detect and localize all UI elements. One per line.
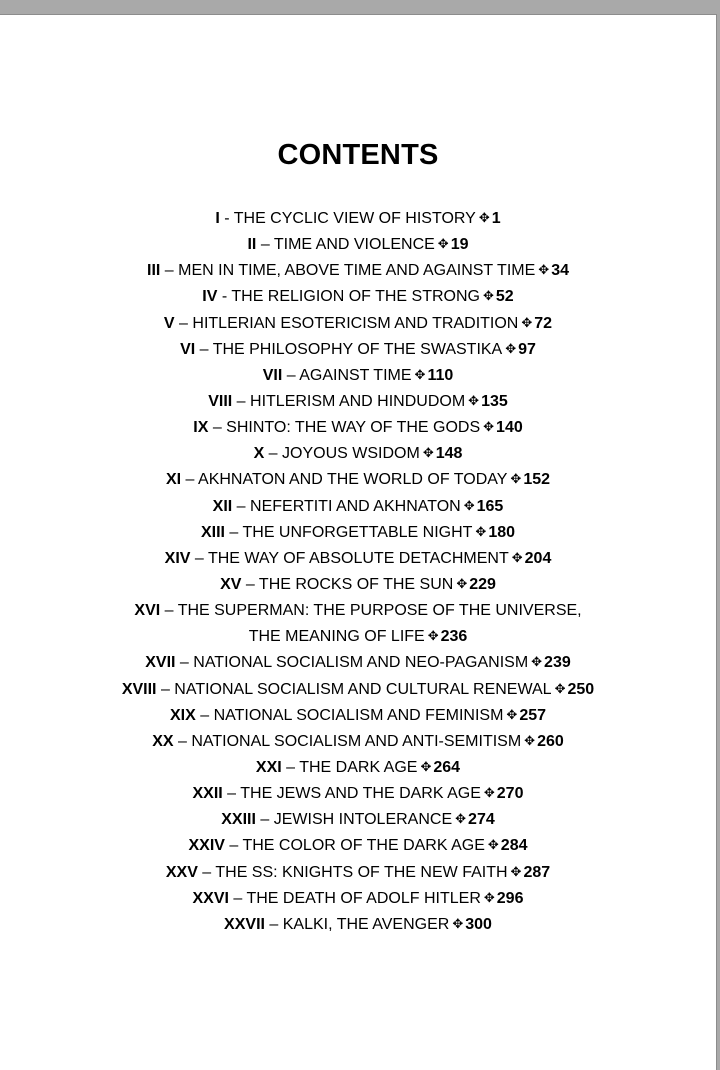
chapter-separator: – <box>256 236 274 254</box>
chapter-number: X <box>253 445 265 463</box>
page-number: 165 <box>476 497 504 515</box>
page-number: 257 <box>519 706 547 724</box>
chapter-title: THE CYCLIC VIEW OF HISTORY <box>233 210 476 227</box>
toc-entry <box>0 311 716 337</box>
chapter-title: NATIONAL SOCIALISM AND ANTI-SEMITISM <box>191 732 522 750</box>
chapter-title: HITLERIAN ESOTERICISM AND TRADITION <box>192 314 519 332</box>
page-number: 284 <box>500 837 528 855</box>
toc-entry <box>0 415 716 441</box>
toc-entry <box>0 206 716 232</box>
ornament-icon: ✥ <box>483 785 495 801</box>
chapter-number: III <box>147 262 161 280</box>
toc-entry <box>0 807 716 833</box>
chapter-number: VI <box>180 340 196 358</box>
page-number: 236 <box>440 628 468 646</box>
chapter-title: THE MEANING OF LIFE <box>248 628 425 646</box>
page-number: 152 <box>523 471 551 489</box>
chapter-separator: – <box>224 837 243 855</box>
chapter-separator: – <box>255 811 274 829</box>
ornament-icon: ✥ <box>420 758 432 774</box>
chapter-separator: – <box>181 471 199 489</box>
ornament-icon: ✥ <box>427 628 439 644</box>
page-number: 52 <box>495 288 514 306</box>
ornament-icon: ✥ <box>483 419 495 435</box>
chapter-separator: – <box>160 262 179 280</box>
chapter-number: XXVII <box>224 915 265 933</box>
ornament-icon: ✥ <box>452 915 464 931</box>
chapter-separator: – <box>264 915 283 933</box>
toc-entry <box>0 650 716 676</box>
chapter-title: HITLERISM AND HINDUDOM <box>250 392 466 410</box>
chapter-number: XXVI <box>192 889 229 907</box>
chapter-number: VIII <box>208 392 233 410</box>
ornament-icon: ✥ <box>422 445 434 461</box>
toc-entry <box>0 677 716 703</box>
chapter-number: XVI <box>134 602 161 620</box>
ornament-icon: ✥ <box>511 549 523 565</box>
page-number: 140 <box>496 419 523 437</box>
page-number: 260 <box>537 732 564 750</box>
toc-entry <box>0 546 716 572</box>
chapter-title: AKHNATON AND THE WORLD OF TODAY <box>198 471 508 489</box>
chapter-number: XVIII <box>121 680 157 698</box>
chapter-separator: – <box>232 497 251 515</box>
chapter-number: XIII <box>200 523 225 541</box>
chapter-number: I <box>215 210 220 227</box>
toc-entry <box>0 232 716 258</box>
chapter-title: THE UNFORGETTABLE NIGHT <box>242 523 473 541</box>
chapter-number: XXIV <box>188 837 225 855</box>
chapter-number: XI <box>165 471 182 489</box>
ornament-icon: ✥ <box>531 654 543 670</box>
ornament-icon: ✥ <box>487 837 499 853</box>
toc-entry <box>0 284 716 310</box>
ornament-icon: ✥ <box>475 523 487 539</box>
toc-entry <box>0 258 716 284</box>
chapter-number: XXII <box>192 785 223 803</box>
chapter-separator: – <box>241 575 259 593</box>
chapter-title: THE JEWS AND THE DARK AGE <box>240 785 481 803</box>
chapter-separator: – <box>156 680 175 698</box>
ornament-icon: ✥ <box>455 811 467 827</box>
page-number: 300 <box>465 915 492 933</box>
page-number: 204 <box>524 549 552 567</box>
page-number: 270 <box>496 785 524 803</box>
chapter-title: THE DEATH OF ADOLF HITLER <box>246 889 481 907</box>
toc-entry <box>0 494 716 520</box>
chapter-title: AGAINST TIME <box>299 366 412 384</box>
chapter-number: XX <box>152 732 174 750</box>
page-number: 296 <box>496 889 524 907</box>
toc-entry <box>0 703 716 729</box>
chapter-title: THE WAY OF ABSOLUTE DETACHMENT <box>207 549 509 567</box>
ornament-icon: ✥ <box>414 366 426 382</box>
chapter-separator: – <box>190 549 208 567</box>
chapter-title: JEWISH INTOLERANCE <box>273 811 453 829</box>
toc-entry <box>0 363 716 389</box>
toc-entry <box>0 598 716 624</box>
ornament-icon: ✥ <box>505 340 517 356</box>
chapter-separator: – <box>175 654 194 672</box>
toc-entry <box>0 337 716 363</box>
chapter-separator: – <box>264 445 283 463</box>
page-number: 148 <box>435 445 463 463</box>
document-page <box>0 14 717 1070</box>
ornament-icon: ✥ <box>437 236 449 252</box>
toc-entry <box>0 781 716 807</box>
table-of-contents <box>0 206 716 938</box>
chapter-title: THE ROCKS OF THE SUN <box>258 575 454 593</box>
chapter-separator: – <box>195 340 213 358</box>
chapter-title: THE COLOR OF THE DARK AGE <box>242 837 485 855</box>
page-number: 180 <box>488 523 516 541</box>
ornament-icon: ✥ <box>510 863 522 879</box>
chapter-number: IX <box>193 419 209 437</box>
page-number: 229 <box>469 575 496 593</box>
toc-entry <box>0 389 716 415</box>
toc-entry <box>0 520 716 546</box>
chapter-separator: - <box>219 210 234 227</box>
chapter-separator: – <box>222 785 241 803</box>
page-number: 264 <box>433 758 461 776</box>
page-number: 110 <box>427 366 454 384</box>
chapter-number: XII <box>212 497 233 515</box>
chapter-number: II <box>247 236 257 254</box>
ornament-icon: ✥ <box>510 471 522 487</box>
chapter-title: SHINTO: THE WAY OF THE GODS <box>226 419 481 437</box>
toc-entry <box>0 833 716 859</box>
chapter-title: THE DARK AGE <box>299 758 418 776</box>
page-number: 97 <box>518 340 536 358</box>
page-number: 34 <box>551 262 569 280</box>
chapter-number: XIV <box>164 549 191 567</box>
chapter-title: NATIONAL SOCIALISM AND NEO-PAGANISM <box>193 654 529 672</box>
chapter-separator: – <box>173 732 192 750</box>
chapter-separator: – <box>160 602 178 620</box>
page-number: 72 <box>534 314 553 332</box>
chapter-separator: – <box>281 758 300 776</box>
chapter-title: NATIONAL SOCIALISM AND CULTURAL RENEWAL <box>174 680 552 698</box>
chapter-title: TIME AND VIOLENCE <box>273 236 435 254</box>
chapter-separator: – <box>197 863 216 881</box>
chapter-number: XIX <box>169 706 196 724</box>
chapter-title: THE SUPERMAN: THE PURPOSE OF THE UNIVERSE, <box>177 602 582 620</box>
chapter-separator: – <box>174 314 193 332</box>
toc-entry <box>0 624 716 650</box>
toc-entry <box>0 467 716 493</box>
ornament-icon: ✥ <box>554 680 566 696</box>
ornament-icon: ✥ <box>482 288 494 304</box>
toc-entry <box>0 886 716 912</box>
ornament-icon: ✥ <box>478 210 490 225</box>
chapter-separator: – <box>232 392 251 410</box>
chapter-separator: – <box>224 523 243 541</box>
chapter-number: XXIII <box>221 811 256 829</box>
toc-entry <box>0 441 716 467</box>
chapter-number: IV <box>202 288 218 306</box>
page-number: 239 <box>544 654 571 672</box>
page-number: 250 <box>567 680 595 698</box>
chapter-number: V <box>163 314 175 332</box>
chapter-title: JOYOUS WSIDOM <box>282 445 420 463</box>
toc-entry <box>0 912 716 938</box>
toc-entry <box>0 729 716 755</box>
ornament-icon: ✥ <box>456 575 468 591</box>
chapter-separator: - <box>217 288 232 306</box>
page-number: 19 <box>450 236 469 254</box>
page-title: CONTENTS <box>277 139 439 171</box>
page-number: 135 <box>481 392 508 410</box>
chapter-number: XXV <box>165 863 198 881</box>
chapter-separator: – <box>228 889 247 907</box>
ornament-icon: ✥ <box>483 889 495 905</box>
toc-entry <box>0 860 716 886</box>
ornament-icon: ✥ <box>538 262 550 278</box>
ornament-icon: ✥ <box>521 314 533 330</box>
chapter-separator: – <box>282 366 300 384</box>
chapter-title: THE SS: KNIGHTS OF THE NEW FAITH <box>215 863 508 881</box>
page-number: 274 <box>468 811 495 829</box>
chapter-number: XXI <box>255 758 282 776</box>
ornament-icon: ✥ <box>524 732 536 748</box>
chapter-title: NEFERTITI AND AKHNATON <box>250 497 461 515</box>
toc-entry <box>0 755 716 781</box>
ornament-icon: ✥ <box>463 497 475 513</box>
ornament-icon: ✥ <box>468 392 480 408</box>
chapter-number: VII <box>262 366 283 384</box>
chapter-title: THE RELIGION OF THE STRONG <box>231 288 480 306</box>
ornament-icon: ✥ <box>506 706 518 722</box>
chapter-number: XVII <box>145 654 176 672</box>
chapter-title: NATIONAL SOCIALISM AND FEMINISM <box>213 706 504 724</box>
toc-entry <box>0 572 716 598</box>
page-number: 287 <box>523 863 551 881</box>
chapter-title: KALKI, THE AVENGER <box>282 915 450 933</box>
chapter-separator: – <box>208 419 227 437</box>
page-number: 1 <box>491 210 501 227</box>
chapter-title: THE PHILOSOPHY OF THE SWASTIKA <box>212 340 503 358</box>
chapter-number: XV <box>220 575 242 593</box>
chapter-separator: – <box>195 706 214 724</box>
chapter-title: MEN IN TIME, ABOVE TIME AND AGAINST TIME <box>178 262 536 280</box>
